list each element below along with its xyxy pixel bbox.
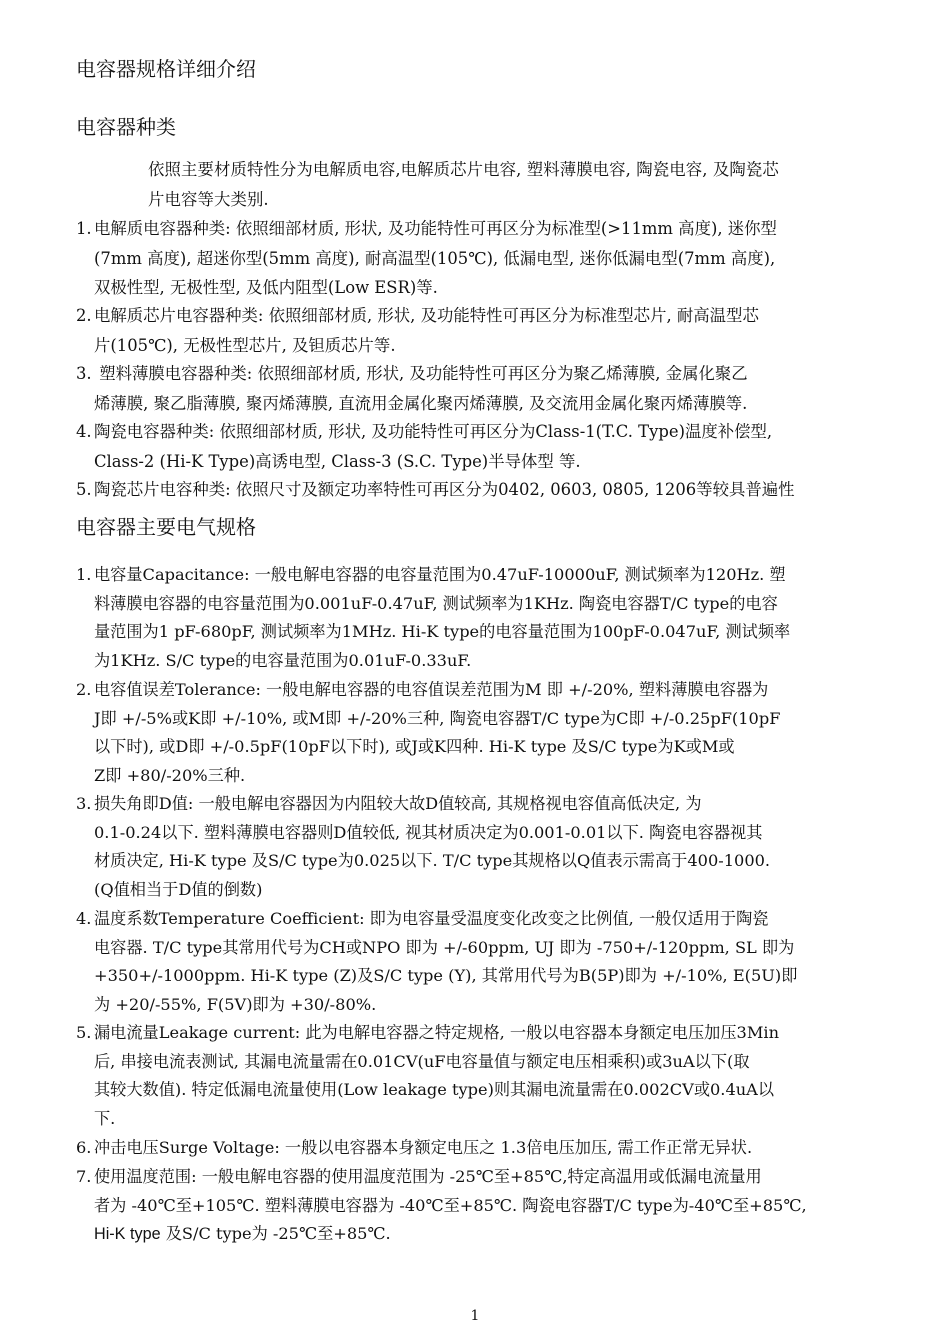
list-line: 以下时), 或D即 +/-0.5pF(10pF以下时), 或J或K四种. Hi-K type 及S/C type为K或M或 bbox=[94, 737, 735, 757]
list-line: 后, 串接电流表测试, 其漏电流量需在0.01CV(uF电容量值与额定电压相乘积)或3uA以下(取 bbox=[94, 1051, 750, 1071]
list-item-types-5 bbox=[76, 475, 916, 505]
list-item-types-4 bbox=[76, 417, 916, 476]
list-line: Z即 +80/-20%三种. bbox=[94, 765, 246, 785]
list-line: +350+/-1000ppm. Hi-K type (Z)及S/C type (Y), 其常用代号为B(5P)即为 +/-10%, E(5U)即 bbox=[94, 966, 798, 986]
list-line: J即 +/-5%或K即 +/-10%, 或M即 +/-20%三种, 陶瓷电容器T/C type为C即 +/-0.25pF(10pF bbox=[94, 708, 781, 728]
list-line: 双极性型, 无极性型, 及低内阻型(Low ESR)等. bbox=[94, 278, 438, 297]
list-line: 电解质电容器种类: 依照细部材质, 形状, 及功能特性可再区分为标准型(>11mm 高度), 迷你型 bbox=[94, 219, 777, 238]
list-number: 2. bbox=[76, 680, 92, 699]
list-line: 烯薄膜, 聚乙脂薄膜, 聚丙烯薄膜, 直流用金属化聚丙烯薄膜, 及交流用金属化聚丙烯薄膜等. bbox=[94, 393, 748, 413]
list-line: 为 +20/-55%, F(5V)即为 +30/-80%. bbox=[94, 994, 377, 1014]
list-line: 料薄膜电容器的电容量范围为0.001uF-0.47uF, 测试频率为1KHz. 陶瓷电容器T/C type的电容 bbox=[94, 593, 778, 613]
list-line: Class-2 (Hi-K Type)高诱电型, Class-3 (S.C. Type)半导体型 等. bbox=[94, 451, 581, 471]
list-line bbox=[94, 1220, 916, 1249]
list-line: 塑料薄膜电容器种类: 依照细部材质, 形状, 及功能特性可再区分为聚乙烯薄膜, 金属化聚乙 bbox=[94, 364, 748, 383]
list-line: (7mm 高度), 超迷你型(5mm 高度), 耐高温型(105℃), 低漏电型, 迷你低漏电型(7mm 高度), bbox=[94, 248, 776, 268]
hi-k-type-label: Hi-K type bbox=[94, 1225, 161, 1244]
list-number: 5. bbox=[76, 480, 92, 499]
list-line: 电解质芯片电容器种类: 依照细部材质, 形状, 及功能特性可再区分为标准型芯片, 耐高温型芯 bbox=[94, 306, 759, 325]
list-line: 量范围为1 pF-680pF, 测试频率为1MHz. Hi-K type的电容量范围为100pF-0.047uF, 测试频率 bbox=[94, 622, 791, 642]
list-number: 5. bbox=[76, 1023, 92, 1042]
intro-line: 依照主要材质特性分为电解质电容,电解质芯片电容, 塑料薄膜电容, 陶瓷电容, 及陶瓷芯 bbox=[148, 160, 779, 179]
list-line-rest: 及S/C type为 -25℃至+85℃. bbox=[160, 1224, 391, 1244]
list-item-specs-7 bbox=[76, 1163, 916, 1249]
list-line: 陶瓷芯片电容种类: 依照尺寸及额定功率特性可再区分为0402, 0603, 0805, 1206等较具普遍性 bbox=[94, 480, 795, 499]
list-line: 冲击电压Surge Voltage: 一般以电容器本身额定电压之 1.3倍电压加压, 需工作正常无异状. bbox=[94, 1138, 753, 1157]
page-number: 1 bbox=[470, 1308, 480, 1324]
list-item-specs-5 bbox=[76, 1019, 916, 1133]
intro-paragraph bbox=[110, 155, 910, 214]
list-item-specs-2 bbox=[76, 676, 916, 790]
list-line: 温度系数Temperature Coefficient: 即为电容量受温度变化改变之比例值, 一般仅适用于陶瓷 bbox=[94, 909, 769, 928]
intro-line: 片电容等大类别. bbox=[148, 189, 269, 209]
list-number: 3. bbox=[76, 364, 92, 383]
list-number: 2. bbox=[76, 306, 92, 325]
list-number: 6. bbox=[76, 1138, 92, 1157]
section-heading-types: 电容器种类 bbox=[76, 115, 176, 139]
list-item-types-3 bbox=[76, 359, 916, 418]
list-number: 7. bbox=[76, 1167, 92, 1186]
list-number: 4. bbox=[76, 909, 92, 928]
list-number: 1. bbox=[76, 565, 92, 584]
list-item-specs-1 bbox=[76, 561, 916, 675]
list-line: 电容量Capacitance: 一般电解电容器的电容量范围为0.47uF-10000uF, 测试频率为120Hz. 塑 bbox=[94, 565, 786, 584]
list-item-specs-3 bbox=[76, 790, 916, 904]
list-item-types-2 bbox=[76, 301, 916, 360]
list-line: 0.1-0.24以下. 塑料薄膜电容器则D值较低, 视其材质决定为0.001-0.01以下. 陶瓷电容器视其 bbox=[94, 822, 763, 842]
list-line: 者为 -40℃至+105℃. 塑料薄膜电容器为 -40℃至+85℃. 陶瓷电容器T/C type为-40℃至+85℃, bbox=[94, 1195, 807, 1215]
list-number: 1. bbox=[76, 219, 92, 238]
list-number: 4. bbox=[76, 422, 92, 441]
list-line: 其较大数值). 特定低漏电流量使用(Low leakage type)则其漏电流量需在0.002CV或0.4uA以 bbox=[94, 1080, 775, 1100]
section-heading-specs: 电容器主要电气规格 bbox=[76, 515, 256, 539]
list-line: 电容器. T/C type其常用代号为CH或NPO 即为 +/-60ppm, UJ 即为 -750+/-120ppm, SL 即为 bbox=[94, 937, 795, 957]
list-line: 使用温度范围: 一般电解电容器的使用温度范围为 -25℃至+85℃,特定高温用或低漏电流量用 bbox=[94, 1167, 762, 1186]
list-item-specs-6 bbox=[76, 1134, 916, 1163]
list-line: 损失角即D值: 一般电解电容器因为内阻较大故D值较高, 其规格视电容值高低决定, 为 bbox=[94, 794, 702, 813]
document-title: 电容器规格详细介绍 bbox=[76, 57, 256, 81]
list-item-types-1 bbox=[76, 214, 916, 303]
list-line: 下. bbox=[94, 1108, 116, 1128]
list-line: 为1KHz. S/C type的电容量范围为0.01uF-0.33uF. bbox=[94, 650, 472, 670]
list-line: 材质决定, Hi-K type 及S/C type为0.025以下. T/C type其规格以Q值表示需高于400-1000. bbox=[94, 851, 771, 871]
list-line: 片(105℃), 无极性型芯片, 及钽质芯片等. bbox=[94, 335, 396, 355]
list-number: 3. bbox=[76, 794, 92, 813]
list-line: 电容值误差Tolerance: 一般电解电容器的电容值误差范围为M 即 +/-20%, 塑料薄膜电容器为 bbox=[94, 680, 769, 699]
list-line: 陶瓷电容器种类: 依照细部材质, 形状, 及功能特性可再区分为Class-1(T.C. Type)温度补偿型, bbox=[94, 422, 773, 441]
list-line: 漏电流量Leakage current: 此为电解电容器之特定规格, 一般以电容器本身额定电压加压3Min bbox=[94, 1023, 779, 1042]
list-line: (Q值相当于D值的倒数) bbox=[94, 879, 263, 899]
list-item-specs-4 bbox=[76, 905, 916, 1019]
